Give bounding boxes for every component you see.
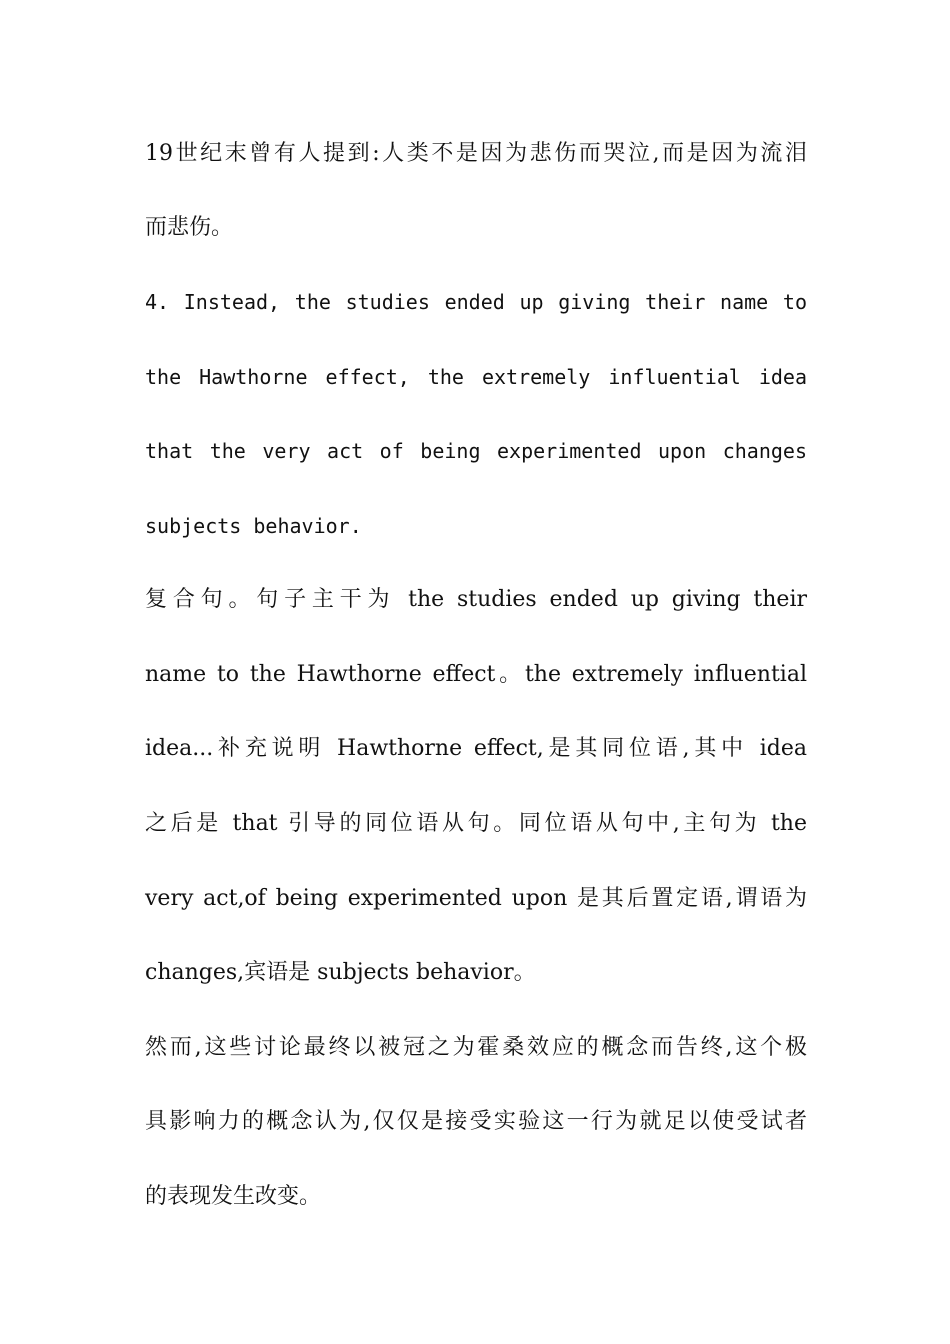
text-line: 具影响力的概念认为,仅仅是接受实验这一行为就足以使受试者 [145, 1109, 807, 1134]
text-line: 19世纪末曾有人提到:人类不是因为悲伤而哭泣,而是因为流泪 [145, 141, 807, 166]
text-line: idea...补充说明 Hawthorne effect,是其同位语,其中 idea [145, 736, 807, 761]
text-line: very act,of being experimented upon 是其后置定语,谓语为 [145, 886, 807, 911]
text-line: changes,宾语是 subjects behavior。 [145, 960, 536, 985]
text-line: 而悲伤。 [145, 215, 234, 240]
text-line: 4. Instead, the studies ended up giving their name to [145, 290, 807, 314]
text-line: that the very act of being experimented upon changes [145, 439, 807, 463]
text-line: name to the Hawthorne effect。the extremely influential [145, 662, 807, 687]
text-line: subjects behavior. [145, 514, 362, 538]
text-line: the Hawthorne effect, the extremely influential idea [145, 365, 807, 389]
text-line: 的表现发生改变。 [145, 1184, 322, 1209]
text-line: 复合句。句子主干为 the studies ended up giving their [145, 587, 807, 612]
text-line: 然而,这些讨论最终以被冠之为霍桑效应的概念而告终,这个极 [145, 1035, 807, 1060]
text-line: 之后是 that 引导的同位语从句。同位语从句中,主句为 the [145, 811, 807, 836]
